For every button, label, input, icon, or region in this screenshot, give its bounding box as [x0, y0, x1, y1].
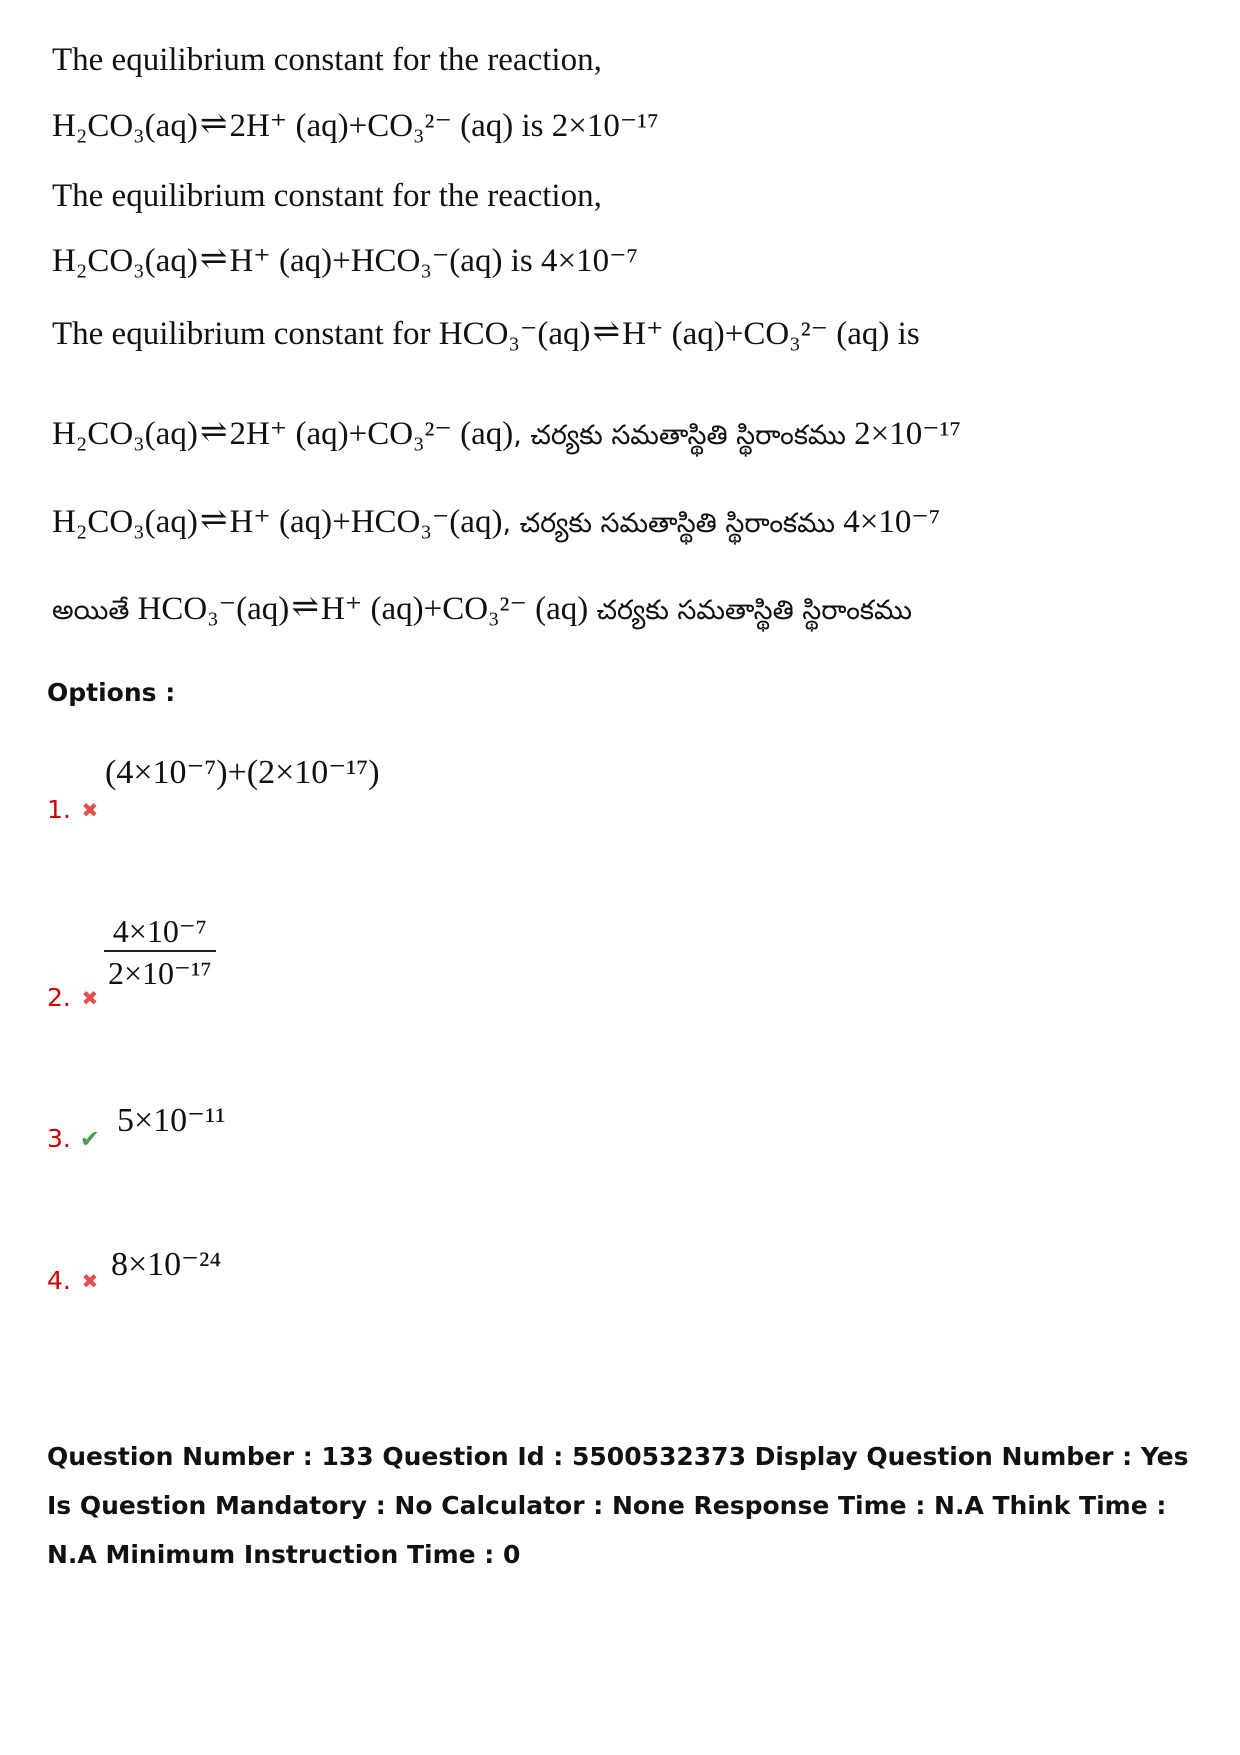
- reaction-tail: is: [897, 316, 920, 352]
- telugu-reaction-line-1: [52, 414, 962, 452]
- equilibrium-arrow-icon: ⇌: [199, 241, 228, 277]
- option-1[interactable]: [47, 795, 101, 824]
- telugu-prefix: అయితే: [52, 595, 130, 626]
- telugu-reaction-line-2: [52, 502, 941, 540]
- option-3[interactable]: [47, 1124, 101, 1153]
- telugu-text: చర్యకు సమతాస్థితి స్థిరాంకము: [596, 595, 912, 626]
- reaction-line-2: [52, 241, 638, 279]
- reaction-lhs: HCO₃⁻(aq): [438, 316, 591, 352]
- reaction-rhs: H⁺ (aq)+CO₃²⁻ (aq): [320, 591, 589, 627]
- question-line-1: [52, 44, 602, 77]
- reaction-line-1: [52, 106, 659, 144]
- option-number: 4.: [47, 1266, 71, 1295]
- telugu-reaction-line-3: [52, 589, 912, 627]
- reaction-lhs: H₂CO₃(aq): [52, 504, 198, 540]
- option-2[interactable]: [47, 983, 101, 1012]
- reaction-value: 2×10⁻¹⁷: [854, 416, 962, 452]
- equilibrium-arrow-icon: ⇌: [291, 589, 319, 625]
- reaction-tail: is: [510, 243, 533, 279]
- reaction-rhs: H⁺ (aq)+CO₃²⁻ (aq): [622, 316, 890, 352]
- reaction-value: 2×10⁻¹⁷: [551, 108, 659, 144]
- reaction-rhs: H⁺ (aq)+HCO₃⁻(aq): [229, 504, 503, 540]
- options-label: Options :: [47, 678, 176, 707]
- reaction-lhs: H₂CO₃(aq): [52, 416, 198, 452]
- reaction-value: 4×10⁻⁷: [843, 504, 941, 540]
- telugu-text: , చర్యకు సమతాస్థితి స్థిరాంకము: [513, 420, 846, 451]
- question-text: The equilibrium constant for the reaction,: [52, 178, 602, 214]
- reaction-prefix: The equilibrium constant for: [52, 316, 431, 352]
- question-text: The equilibrium constant for the reaction,: [52, 42, 602, 78]
- reaction-rhs: 2H⁺ (aq)+CO₃²⁻ (aq): [229, 416, 514, 452]
- reaction-lhs: H₂CO₃(aq): [52, 243, 198, 279]
- equilibrium-arrow-icon: ⇌: [199, 106, 228, 142]
- equilibrium-arrow-icon: ⇌: [199, 502, 228, 538]
- wrong-mark-icon: ✖: [81, 797, 99, 822]
- option-3-expression: 5×10⁻¹¹: [117, 1102, 226, 1139]
- option-4-expression: 8×10⁻²⁴: [111, 1246, 222, 1283]
- equilibrium-arrow-icon: ⇌: [592, 314, 621, 350]
- reaction-rhs: H⁺ (aq)+HCO₃⁻(aq): [229, 243, 503, 279]
- option-4[interactable]: [47, 1266, 101, 1295]
- option-number: 2.: [47, 983, 71, 1012]
- reaction-line-3: [52, 314, 920, 352]
- reaction-rhs: 2H⁺ (aq)+CO₃²⁻ (aq): [229, 108, 514, 144]
- fraction-numerator: 4×10⁻⁷: [104, 912, 216, 952]
- option-2-fraction: [104, 912, 216, 992]
- reaction-lhs: H₂CO₃(aq): [52, 108, 198, 144]
- option-1-expression: (4×10⁻⁷)+(2×10⁻¹⁷): [105, 754, 380, 791]
- option-number: 1.: [47, 795, 71, 824]
- reaction-value: 4×10⁻⁷: [540, 243, 638, 279]
- fraction-denominator: 2×10⁻¹⁷: [108, 955, 212, 991]
- reaction-tail: is: [521, 108, 544, 144]
- reaction-lhs: HCO₃⁻(aq): [137, 591, 290, 627]
- check-mark-icon: ✔: [79, 1124, 100, 1153]
- option-number: 3.: [47, 1124, 71, 1153]
- question-line-2: [52, 180, 602, 213]
- wrong-mark-icon: ✖: [81, 985, 99, 1010]
- telugu-text: , చర్యకు సమతాస్థితి స్థిరాంకము: [502, 508, 836, 539]
- equilibrium-arrow-icon: ⇌: [199, 414, 228, 450]
- wrong-mark-icon: ✖: [81, 1268, 99, 1293]
- question-metadata: Question Number : 133 Question Id : 5500532373 Display Question Number : Yes Is Question Mandatory : No Calculator : None Response Time : N.A Think Time : N.A Minimum Instruction Time : 0: [47, 1442, 1189, 1569]
